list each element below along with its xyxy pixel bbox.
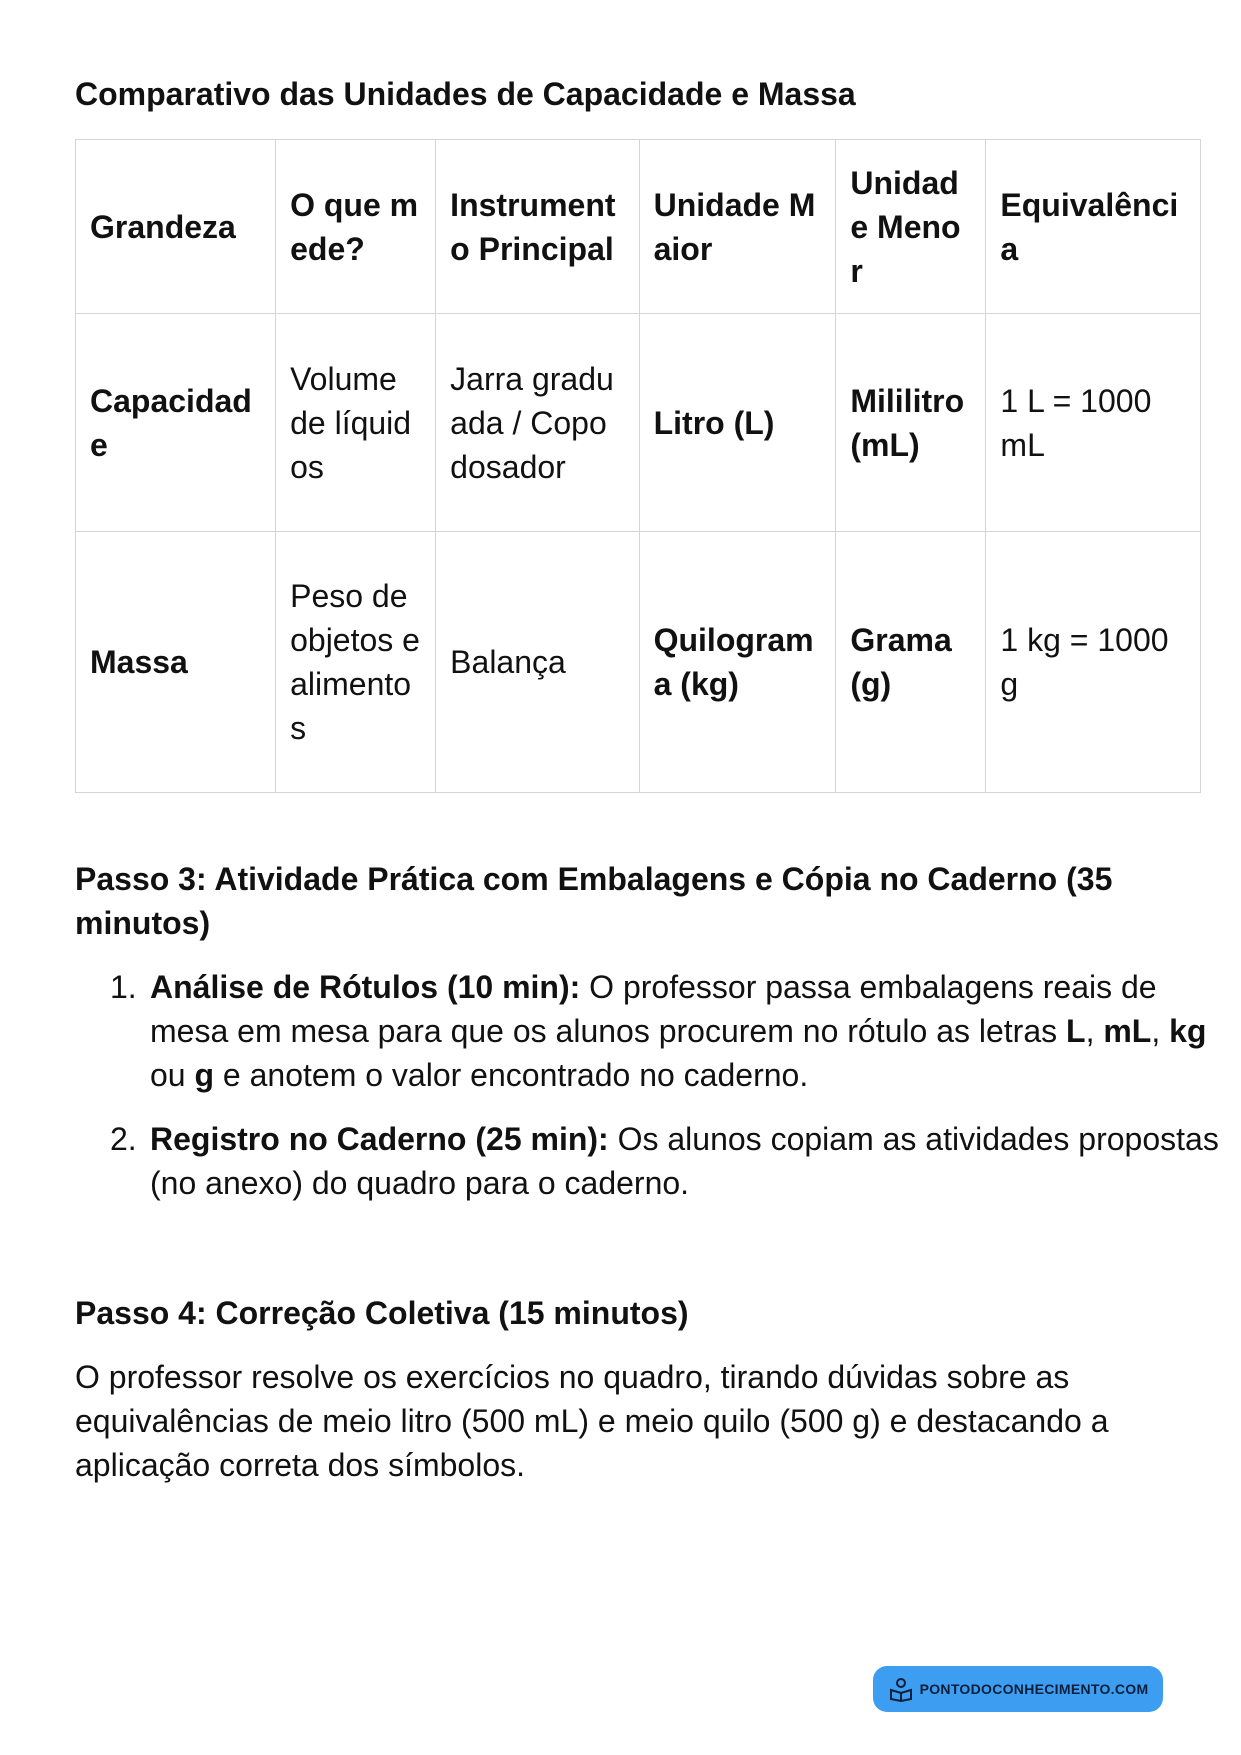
separator: ou — [150, 1057, 195, 1093]
item-text: O professor passa embalagens reais de mesa em mesa para que os alunos procurem no rótulo as letras — [150, 969, 1157, 1049]
table-cell: Grama (g) — [836, 532, 986, 793]
table-cell: 1 L = 1000 mL — [986, 314, 1201, 532]
list-number: 1. — [110, 969, 137, 1005]
symbol-ml: mL — [1103, 1013, 1152, 1049]
table-header-cell: Unidade Menor — [836, 140, 986, 314]
symbol-l: L — [1066, 1013, 1086, 1049]
item-text: e anotem o valor encontrado no caderno. — [214, 1057, 809, 1093]
table-header-row — [76, 140, 1201, 314]
table-cell: Capacidade — [76, 314, 276, 532]
table-row — [76, 314, 1201, 532]
list-item — [110, 1117, 1230, 1205]
paragraph: O professor resolve os exercícios no quadro, tirando dúvidas sobre as equivalências de meio litro (500 mL) e meio quilo (500 g) e destacando a aplicação correta dos símbolos. — [75, 1359, 1109, 1483]
symbol-g: g — [194, 1057, 215, 1093]
table-cell: Peso de objetos e alimentos — [276, 532, 436, 793]
list-number: 2. — [110, 1121, 137, 1157]
table-cell: Balança — [436, 532, 639, 793]
table-cell: Massa — [76, 532, 276, 793]
table-cell: Jarra graduada / Copo dosador — [436, 314, 639, 532]
list-item — [110, 965, 1230, 1097]
table-cell: Volume de líquidos — [276, 314, 436, 532]
separator: , — [1085, 1013, 1104, 1049]
table-cell: Quilograma (kg) — [639, 532, 836, 793]
symbol-kg: kg — [1169, 1013, 1207, 1049]
table-header-cell: Equivalência — [986, 140, 1201, 314]
section-heading-passo-3: Passo 3: Atividade Prática com Embalagens e Cópia no Caderno (35 minutos) — [75, 861, 1113, 941]
page-title: Comparativo das Unidades de Capacidade e Massa — [75, 76, 856, 112]
table-cell: Mililitro (mL) — [836, 314, 986, 532]
table-header-cell: Grandeza — [76, 140, 276, 314]
comparison-table — [75, 139, 1201, 793]
activity-list — [75, 965, 1230, 1225]
table-row — [76, 532, 1201, 793]
item-text: Os alunos copiam as atividades propostas (no anexo) do quadro para o caderno. — [150, 1121, 1219, 1201]
section-heading-passo-4: Passo 4: Correção Coletiva (15 minutos) — [75, 1295, 689, 1331]
table-header-cell: Unidade Maior — [639, 140, 836, 314]
table-header-cell: Instrumento Principal — [436, 140, 639, 314]
book-reader-icon — [888, 1676, 914, 1702]
table-cell: 1 kg = 1000 g — [986, 532, 1201, 793]
badge-label: PONTODOCONHECIMENTO.COM — [919, 1681, 1149, 1697]
separator: , — [1151, 1013, 1170, 1049]
site-badge[interactable] — [873, 1666, 1163, 1712]
item-lead: Registro no Caderno (25 min): — [150, 1121, 609, 1157]
item-lead: Análise de Rótulos (10 min): — [150, 969, 581, 1005]
table-header-cell: O que mede? — [276, 140, 436, 314]
table-cell: Litro (L) — [639, 314, 836, 532]
